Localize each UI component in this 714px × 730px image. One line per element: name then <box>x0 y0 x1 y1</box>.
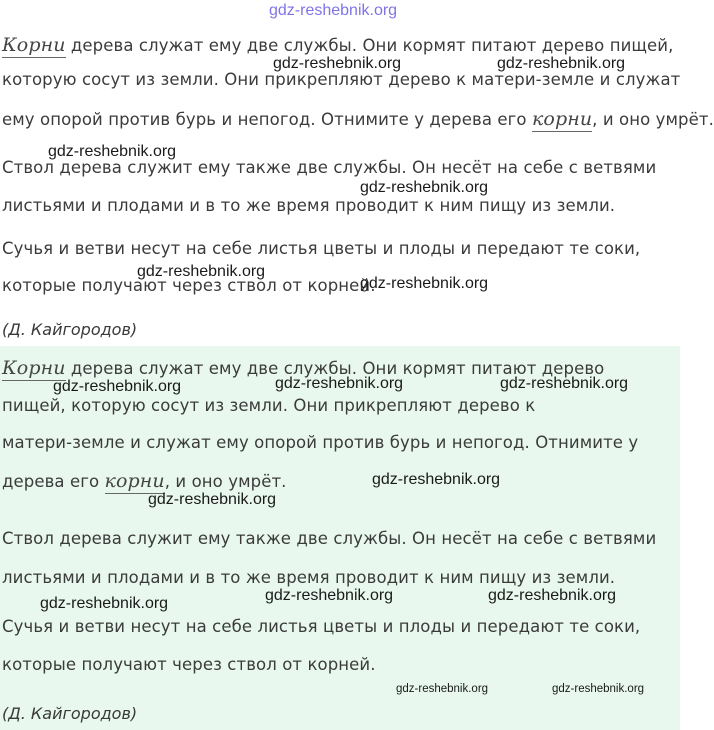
handwritten-word-korni: корни <box>531 108 593 130</box>
task-line-4: Ствол дерева служит ему также две службы. Он несёт на себе с ветвями <box>2 158 657 177</box>
watermark: gdz-reshebnik.org <box>40 595 169 612</box>
watermark: gdz-reshebnik.org <box>488 587 617 604</box>
task-author: (Д. Кайгородов) <box>2 320 138 339</box>
task-line-5: листьями и плодами и в то же время проводит к ним пищу из земли. <box>2 196 616 215</box>
watermark: gdz-reshebnik.org <box>500 375 629 392</box>
answer-line-6: листьями и плодами и в то же время проводит к ним пищу из земли. <box>2 568 616 587</box>
watermark: gdz-reshebnik.org <box>360 179 489 196</box>
watermark: gdz-reshebnik.org <box>53 378 182 395</box>
watermark: gdz-reshebnik.org <box>497 55 626 72</box>
watermark: gdz-reshebnik.org <box>372 471 501 488</box>
watermark: gdz-reshebnik.org <box>360 275 489 292</box>
task-line-2: которую сосут из земли. Они прикрепляют дерево к матери-земле и служат <box>2 70 681 89</box>
watermark: gdz-reshebnik.org <box>275 375 404 392</box>
task-line-7: которые получают через ствол от корней. <box>2 276 376 295</box>
answer-line-4: дерева его корни, и оно умрёт. <box>2 470 287 492</box>
site-watermark[interactable]: gdz-reshebnik.org <box>269 2 398 19</box>
answer-author: (Д. Кайгородов) <box>2 704 138 723</box>
answer-line-5: Ствол дерева служит ему также две службы. Он несёт на себе с ветвями <box>2 529 657 548</box>
handwritten-word-korni: Корни <box>2 357 66 379</box>
task-line-6: Сучья и ветви несут на себе листья цветы и плоды и передают те соки, <box>2 239 641 258</box>
answer-line-3: матери-земле и служат ему опорой против бурь и непогод. Отнимите у <box>2 433 639 452</box>
watermark: gdz-reshebnik.org <box>552 683 645 695</box>
handwritten-word-korni: Корни <box>2 34 66 56</box>
task-line-3: ему опорой против бурь и непогод. Отнимите у дерева его корни, и оно умрёт. <box>2 108 714 130</box>
watermark: gdz-reshebnik.org <box>273 55 402 72</box>
watermark: gdz-reshebnik.org <box>48 143 177 160</box>
task-line-1: Корни дерева служат ему две службы. Они кормят питают дерево пищей, <box>2 34 674 56</box>
answer-line-1: Корни дерева служат ему две службы. Они кормят питают дерево <box>2 357 605 379</box>
answer-line-7: Сучья и ветви несут на себе листья цветы и плоды и передают те соки, <box>2 617 641 636</box>
handwritten-word-korni: корни <box>104 470 165 492</box>
watermark: gdz-reshebnik.org <box>137 263 266 280</box>
answer-line-2: пищей, которую сосут из земли. Они прикрепляют дерево к <box>2 396 536 415</box>
watermark: gdz-reshebnik.org <box>265 587 394 604</box>
answer-line-8: которые получают через ствол от корней. <box>2 655 376 674</box>
watermark: gdz-reshebnik.org <box>148 491 277 508</box>
watermark: gdz-reshebnik.org <box>396 683 489 695</box>
